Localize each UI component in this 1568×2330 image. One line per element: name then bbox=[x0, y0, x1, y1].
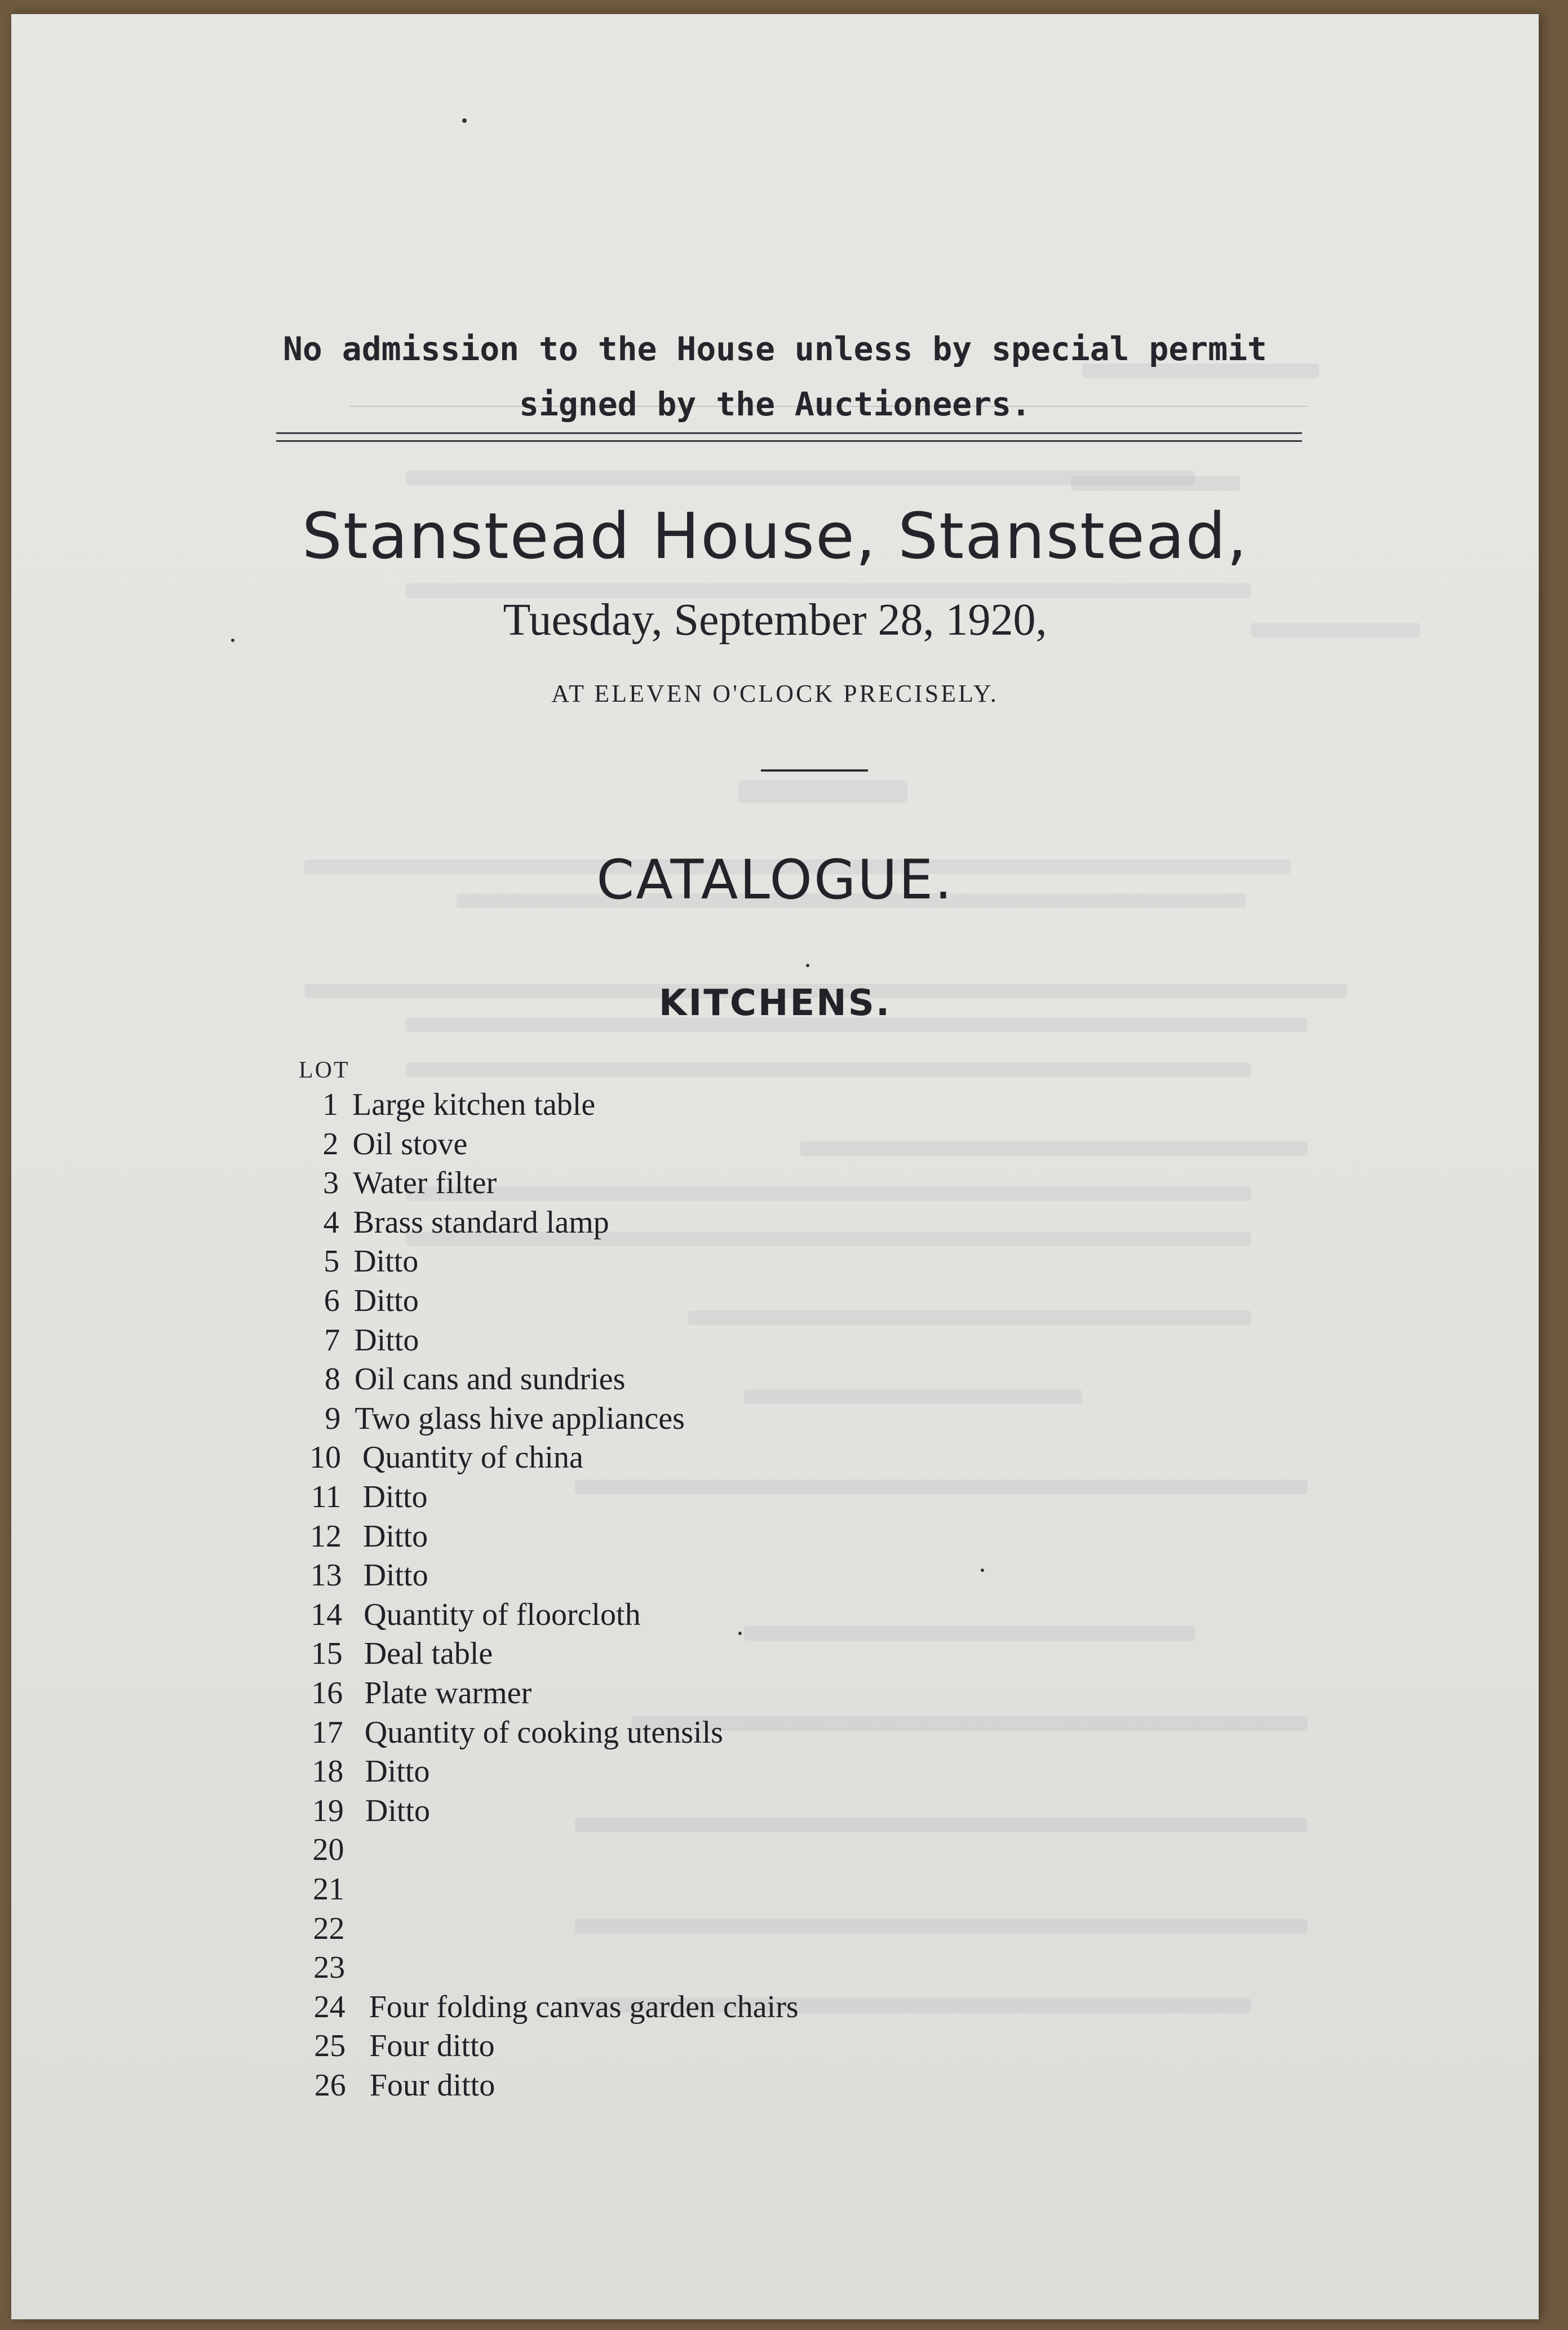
lot-number: 21 bbox=[313, 1872, 344, 1907]
catalogue-page bbox=[11, 14, 1539, 2319]
lot-list bbox=[11, 14, 1539, 2319]
lot-description: Four folding canvas garden chairs bbox=[369, 1989, 799, 2025]
lot-number: 17 bbox=[311, 1715, 343, 1750]
lot-number: 4 bbox=[323, 1204, 339, 1240]
lot-number: 26 bbox=[314, 2068, 346, 2103]
lot-description: Large kitchen table bbox=[352, 1087, 596, 1122]
lot-description: Quantity of china bbox=[362, 1440, 583, 1476]
lot-description: Ditto bbox=[353, 1244, 419, 1279]
lot-description: Ditto bbox=[365, 1754, 430, 1789]
lot-number: 20 bbox=[312, 1832, 344, 1868]
paper-speck bbox=[806, 964, 809, 967]
catalogue-heading: CATALOGUE. bbox=[596, 848, 954, 911]
lot-number: 16 bbox=[311, 1676, 343, 1711]
paper-speck bbox=[738, 1632, 742, 1635]
lot-description: Oil stove bbox=[352, 1126, 468, 1162]
sale-time: AT ELEVEN O'CLOCK PRECISELY. bbox=[551, 680, 999, 707]
lot-description: Water filter bbox=[353, 1166, 497, 1201]
lot-number: 10 bbox=[309, 1440, 341, 1476]
lot-number: 25 bbox=[314, 2028, 346, 2064]
lot-number: 3 bbox=[323, 1166, 339, 1201]
lot-number: 9 bbox=[325, 1401, 341, 1436]
lot-description: Ditto bbox=[363, 1518, 428, 1554]
lot-description: Oil cans and sundries bbox=[354, 1362, 626, 1397]
lot-description: Ditto bbox=[363, 1558, 428, 1593]
notice-line-1: No admission to the House unless by special permit bbox=[283, 330, 1267, 368]
lot-number: 14 bbox=[311, 1597, 343, 1632]
lot-number: 18 bbox=[312, 1754, 344, 1789]
lot-number: 8 bbox=[324, 1362, 340, 1397]
lot-description: Ditto bbox=[353, 1283, 419, 1318]
lot-number: 23 bbox=[313, 1950, 346, 1986]
lot-number: 12 bbox=[310, 1518, 342, 1554]
sale-date: Tuesday, September 28, 1920, bbox=[503, 595, 1047, 645]
lot-number: 22 bbox=[313, 1911, 345, 1946]
lot-number: 1 bbox=[322, 1087, 338, 1122]
lot-description: Ditto bbox=[362, 1479, 428, 1514]
paper-speck bbox=[231, 639, 234, 642]
lot-number: 19 bbox=[312, 1793, 344, 1828]
lot-description: Brass standard lamp bbox=[353, 1204, 609, 1240]
lot-description: Two glass hive appliances bbox=[355, 1401, 685, 1436]
lot-number: 5 bbox=[324, 1244, 340, 1279]
lot-description: Four ditto bbox=[369, 2068, 495, 2103]
lot-description: Ditto bbox=[365, 1793, 431, 1828]
lot-number: 24 bbox=[313, 1989, 346, 2025]
paper-speck bbox=[981, 1569, 984, 1572]
lot-number: 11 bbox=[311, 1479, 342, 1514]
lot-description: Four ditto bbox=[369, 2028, 495, 2064]
lot-description: Deal table bbox=[364, 1636, 493, 1672]
lot-number: 13 bbox=[310, 1558, 342, 1593]
lot-description: Quantity of cooking utensils bbox=[364, 1715, 723, 1750]
lot-column-label: LOT bbox=[299, 1057, 350, 1083]
lot-description: Ditto bbox=[354, 1322, 419, 1358]
lot-description: Quantity of floorcloth bbox=[364, 1597, 641, 1632]
notice-line-2: signed by the Auctioneers. bbox=[519, 385, 1031, 423]
lot-number: 2 bbox=[322, 1126, 339, 1162]
paper-speck bbox=[462, 118, 467, 123]
lot-description: Plate warmer bbox=[364, 1676, 532, 1711]
lot-number: 15 bbox=[311, 1636, 343, 1672]
section-heading-kitchens: KITCHENS. bbox=[658, 982, 892, 1024]
lot-number: 7 bbox=[324, 1322, 340, 1358]
venue-title: Stanstead House, Stanstead, bbox=[302, 500, 1248, 573]
lot-number: 6 bbox=[324, 1283, 340, 1318]
